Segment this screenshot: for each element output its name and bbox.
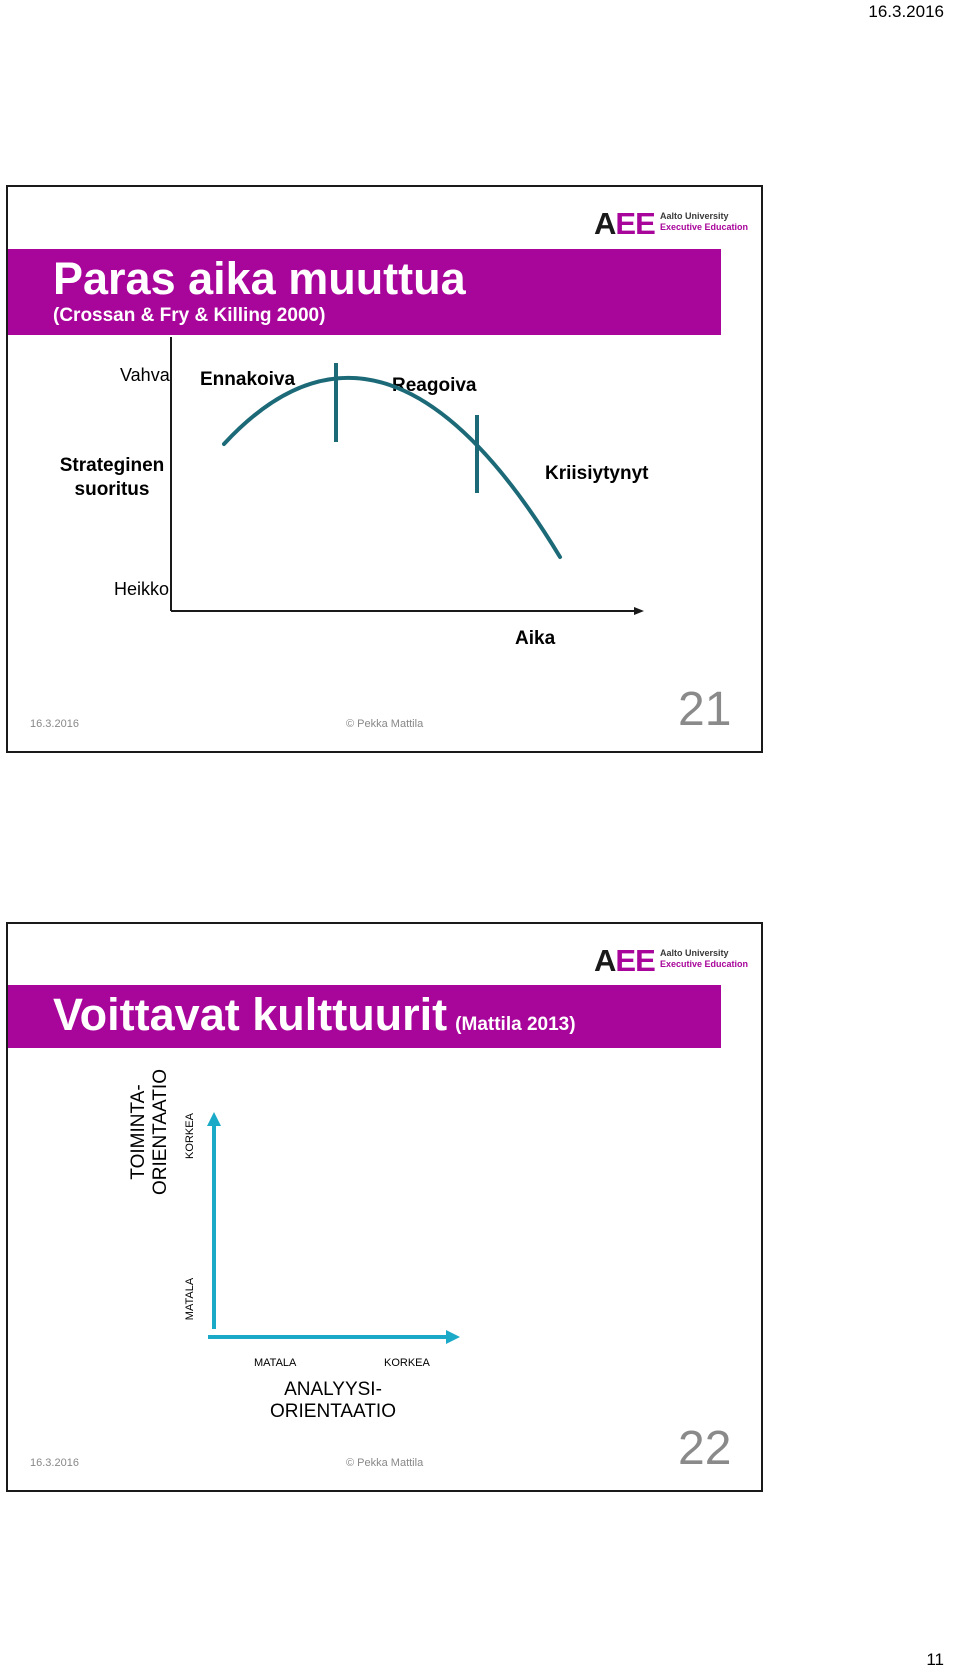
footer-date: 16.3.2016	[30, 1457, 79, 1469]
y-axis-label: Strateginen suoritus	[59, 455, 165, 500]
footer-copyright: © Pekka Mattila	[346, 1457, 424, 1469]
aalto-logo: AEE Aalto University Executive Education	[594, 943, 749, 978]
footer-copyright: © Pekka Mattila	[346, 718, 424, 730]
x-low-label: MATALA	[254, 1357, 297, 1369]
x-axis-label: Aika	[515, 628, 556, 649]
slide-title: Voittavat kulttuurit (Mattila 2013)	[53, 989, 576, 1040]
x-high-label: KORKEA	[384, 1357, 430, 1369]
x-axis-arrowhead	[446, 1330, 460, 1344]
slide-22: AEE Aalto University Executive Education Voittavat kulttuurit (Mattila 2013) TOIMINTA- ORIENTAATIO KORKEA MATALA MATALA KORKEA ANALYYSI- ORIENTAATIO 16.3.2016 © Pekka Mattila 22	[6, 922, 763, 1492]
slide-number: 22	[678, 1422, 732, 1475]
x-axis-label: ANALYYSI- ORIENTAATIO	[270, 1379, 396, 1422]
performance-curve	[224, 378, 560, 557]
phase-reagoiva: Reagoiva	[392, 375, 477, 396]
slide-subtitle: (Mattila 2013)	[455, 1014, 576, 1035]
x-axis-arrowhead	[634, 607, 644, 615]
slide-21	[6, 185, 763, 753]
y-axis-arrowhead	[207, 1112, 221, 1126]
footer-date: 16.3.2016	[30, 718, 79, 730]
slide-title: Paras aika muuttua	[53, 253, 466, 304]
y-top-label: Vahva	[120, 365, 170, 385]
y-bottom-label: Heikko	[114, 579, 170, 599]
page-date: 16.3.2016	[868, 2, 944, 21]
slide-number: 21	[678, 683, 732, 736]
phase-ennakoiva: Ennakoiva	[200, 369, 296, 390]
page-number: 11	[926, 1650, 944, 1669]
performance-curve-chart	[8, 187, 765, 755]
slide-subtitle: (Crossan & Fry & Killing 2000)	[53, 305, 326, 326]
aalto-logo: AEE Aalto University Executive Education	[594, 206, 749, 241]
phase-kriisiytynyt: Kriisiytynyt	[545, 463, 649, 484]
